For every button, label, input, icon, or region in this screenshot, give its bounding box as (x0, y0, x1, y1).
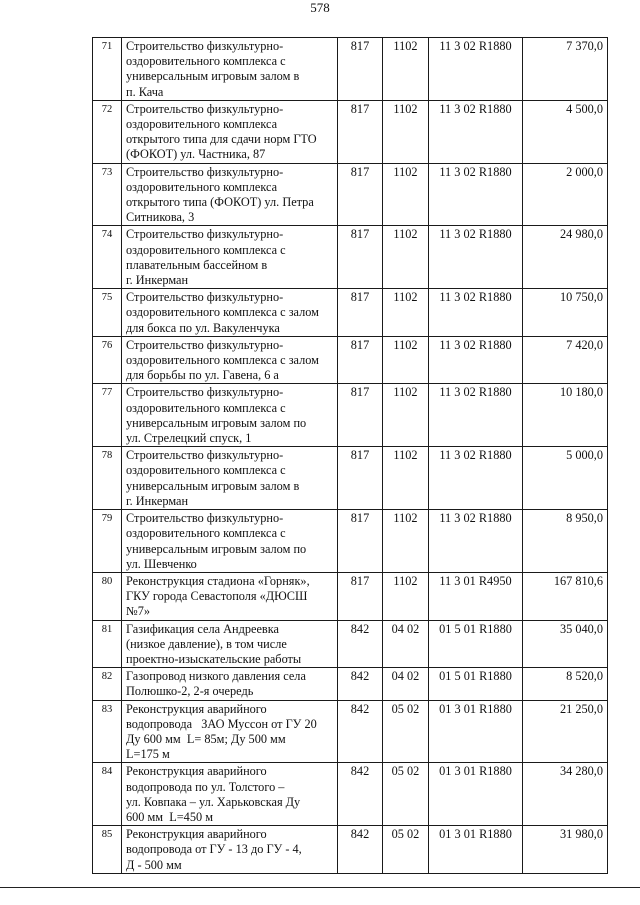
object-name-line: Строительство физкультурно- (126, 290, 284, 305)
row-number: 71 (93, 38, 122, 101)
row-number: 72 (93, 100, 122, 163)
row-number: 83 (93, 700, 122, 763)
table-row (93, 226, 608, 289)
ministry-code: 817 (338, 336, 383, 384)
ministry-code: 817 (338, 38, 383, 101)
amount-value: 2 000,0 (523, 163, 608, 226)
object-name-line: водопровода по ул. Толстого – (126, 779, 285, 794)
ministry-code: 842 (338, 826, 383, 874)
object-name-line: Строительство физкультурно- (126, 164, 284, 179)
table-row (93, 289, 608, 337)
target-article-code: 11 3 02 R1880 (429, 289, 523, 337)
table-row (93, 384, 608, 447)
row-number: 75 (93, 289, 122, 337)
section-code: 04 02 (383, 620, 429, 668)
budget-table (92, 37, 608, 874)
row-number: 73 (93, 163, 122, 226)
target-article-code: 01 5 01 R1880 (429, 620, 523, 668)
object-name (122, 336, 338, 384)
row-number: 74 (93, 226, 122, 289)
object-name-line: L=175 м (126, 747, 170, 762)
amount-value: 8 520,0 (523, 668, 608, 700)
table-row (93, 510, 608, 573)
ministry-code: 842 (338, 763, 383, 826)
ministry-code: 817 (338, 510, 383, 573)
object-name-line: оздоровительного комплекса с залом (126, 305, 319, 320)
object-name-line: универсальным игровым залом в (126, 478, 300, 493)
object-name-line: оздоровительного комплекса с (126, 242, 286, 257)
object-name-line: универсальным игровым залом по (126, 415, 307, 430)
target-article-code: 11 3 02 R1880 (429, 336, 523, 384)
target-article-code: 01 3 01 R1880 (429, 826, 523, 874)
object-name-line: Строительство физкультурно- (126, 227, 284, 242)
table-row (93, 572, 608, 620)
amount-value: 10 750,0 (523, 289, 608, 337)
section-code: 1102 (383, 384, 429, 447)
ministry-code: 817 (338, 100, 383, 163)
object-name (122, 763, 338, 826)
object-name-line: ГКУ города Севастополя «ДЮСШ (126, 589, 308, 604)
object-name-line: 600 мм L=450 м (126, 809, 213, 824)
section-code: 1102 (383, 336, 429, 384)
amount-value: 24 980,0 (523, 226, 608, 289)
object-name-line: п. Кача (126, 84, 164, 99)
object-name-line: оздоровительного комплекса с (126, 463, 286, 478)
object-name-line: оздоровительного комплекса с залом (126, 353, 319, 368)
object-name-line: оздоровительного комплекса с (126, 526, 286, 541)
object-name-line: Ситникова, 3 (126, 210, 195, 225)
object-name-line: (низкое давление), в том числе (126, 636, 287, 651)
ministry-code: 817 (338, 384, 383, 447)
object-name (122, 226, 338, 289)
object-name-line: оздоровительного комплекса с (126, 54, 286, 69)
object-name-line: универсальным игровым залом по (126, 541, 307, 556)
section-code: 04 02 (383, 668, 429, 700)
target-article-code: 11 3 02 R1880 (429, 384, 523, 447)
table-row (93, 100, 608, 163)
amount-value: 34 280,0 (523, 763, 608, 826)
object-name-line: ул. Ковпака – ул. Харьковская Ду (126, 794, 301, 809)
ministry-code: 842 (338, 620, 383, 668)
object-name-line: водопровода ЗАО Муссон от ГУ 20 (126, 716, 317, 731)
target-article-code: 01 3 01 R1880 (429, 700, 523, 763)
object-name-line: оздоровительного комплекса (126, 179, 278, 194)
object-name (122, 572, 338, 620)
object-name-line: открытого типа (ФОКОТ) ул. Петра (126, 195, 314, 210)
object-name (122, 700, 338, 763)
object-name-line: Строительство физкультурно- (126, 39, 284, 53)
object-name-line: универсальным игровым залом в (126, 69, 300, 84)
page-bottom-rule (0, 887, 640, 888)
table-row (93, 700, 608, 763)
target-article-code: 11 3 02 R1880 (429, 163, 523, 226)
object-name (122, 100, 338, 163)
ministry-code: 817 (338, 572, 383, 620)
target-article-code: 11 3 02 R1880 (429, 100, 523, 163)
section-code: 1102 (383, 163, 429, 226)
row-number: 84 (93, 763, 122, 826)
row-number: 79 (93, 510, 122, 573)
object-name (122, 447, 338, 510)
table-row (93, 447, 608, 510)
table-row (93, 668, 608, 700)
section-code: 1102 (383, 447, 429, 510)
amount-value: 7 420,0 (523, 336, 608, 384)
row-number: 80 (93, 572, 122, 620)
section-code: 1102 (383, 226, 429, 289)
object-name-line: оздоровительного комплекса (126, 117, 278, 132)
object-name-line: ул. Стрелецкий спуск, 1 (126, 431, 252, 446)
amount-value: 31 980,0 (523, 826, 608, 874)
object-name-line: Строительство физкультурно- (126, 101, 284, 116)
amount-value: 8 950,0 (523, 510, 608, 573)
object-name-line: г. Инкерман (126, 273, 189, 288)
amount-value: 7 370,0 (523, 38, 608, 101)
section-code: 1102 (383, 38, 429, 101)
row-number: 78 (93, 447, 122, 510)
target-article-code: 01 5 01 R1880 (429, 668, 523, 700)
object-name (122, 510, 338, 573)
object-name (122, 384, 338, 447)
row-number: 81 (93, 620, 122, 668)
ministry-code: 842 (338, 700, 383, 763)
row-number: 85 (93, 826, 122, 874)
ministry-code: 842 (338, 668, 383, 700)
object-name-line: Строительство физкультурно- (126, 448, 284, 463)
ministry-code: 817 (338, 226, 383, 289)
amount-value: 4 500,0 (523, 100, 608, 163)
section-code: 1102 (383, 572, 429, 620)
object-name (122, 289, 338, 337)
target-article-code: 11 3 02 R1880 (429, 226, 523, 289)
object-name-line: для борьбы по ул. Гавена, 6 а (126, 368, 279, 383)
object-name (122, 826, 338, 874)
object-name-line: г. Инкерман (126, 493, 189, 508)
object-name (122, 38, 338, 101)
table-body (93, 38, 608, 874)
amount-value: 10 180,0 (523, 384, 608, 447)
object-name-line: для бокса по ул. Вакуленчука (126, 320, 280, 335)
row-number: 82 (93, 668, 122, 700)
target-article-code: 11 3 01 R4950 (429, 572, 523, 620)
ministry-code: 817 (338, 163, 383, 226)
table-row (93, 620, 608, 668)
object-name-line: Реконструкция стадиона «Горняк», (126, 573, 310, 588)
object-name (122, 620, 338, 668)
object-name-line: Строительство физкультурно- (126, 511, 284, 526)
object-name-line: Строительство физкультурно- (126, 385, 284, 400)
object-name-line: Газификация села Андреевка (126, 621, 279, 636)
row-number: 76 (93, 336, 122, 384)
ministry-code: 817 (338, 447, 383, 510)
object-name-line: проектно-изыскательские работы (126, 651, 302, 666)
section-code: 05 02 (383, 826, 429, 874)
object-name-line: водопровода от ГУ - 13 до ГУ - 4, (126, 842, 302, 857)
object-name-line: Газопровод низкого давления села (126, 669, 306, 684)
object-name-line: ул. Шевченко (126, 556, 197, 571)
table-row (93, 763, 608, 826)
object-name-line: Полюшко-2, 2-я очередь (126, 684, 254, 699)
section-code: 1102 (383, 100, 429, 163)
row-number: 77 (93, 384, 122, 447)
object-name-line: открытого типа для сдачи норм ГТО (126, 132, 317, 147)
section-code: 05 02 (383, 763, 429, 826)
object-name-line: №7» (126, 604, 151, 619)
table-row (93, 336, 608, 384)
object-name-line: Реконструкция аварийного (126, 827, 267, 842)
target-article-code: 11 3 02 R1880 (429, 38, 523, 101)
object-name-line: Реконструкция аварийного (126, 701, 267, 716)
ministry-code: 817 (338, 289, 383, 337)
object-name-line: (ФОКОТ) ул. Частника, 87 (126, 147, 266, 162)
target-article-code: 11 3 02 R1880 (429, 510, 523, 573)
object-name-line: Д - 500 мм (126, 857, 182, 872)
section-code: 1102 (383, 289, 429, 337)
amount-value: 21 250,0 (523, 700, 608, 763)
section-code: 05 02 (383, 700, 429, 763)
amount-value: 167 810,6 (523, 572, 608, 620)
object-name-line: плавательным бассейном в (126, 257, 268, 272)
object-name-line: Строительство физкультурно- (126, 337, 284, 352)
amount-value: 35 040,0 (523, 620, 608, 668)
object-name-line: Ду 600 мм L= 85м; Ду 500 мм (126, 731, 286, 746)
section-code: 1102 (383, 510, 429, 573)
table-row (93, 163, 608, 226)
object-name-line: оздоровительного комплекса с (126, 400, 286, 415)
object-name-line: Реконструкция аварийного (126, 764, 267, 779)
target-article-code: 11 3 02 R1880 (429, 447, 523, 510)
table-row (93, 826, 608, 874)
table-row (93, 38, 608, 101)
target-article-code: 01 3 01 R1880 (429, 763, 523, 826)
amount-value: 5 000,0 (523, 447, 608, 510)
object-name (122, 163, 338, 226)
object-name (122, 668, 338, 700)
page-number: 578 (310, 0, 330, 15)
